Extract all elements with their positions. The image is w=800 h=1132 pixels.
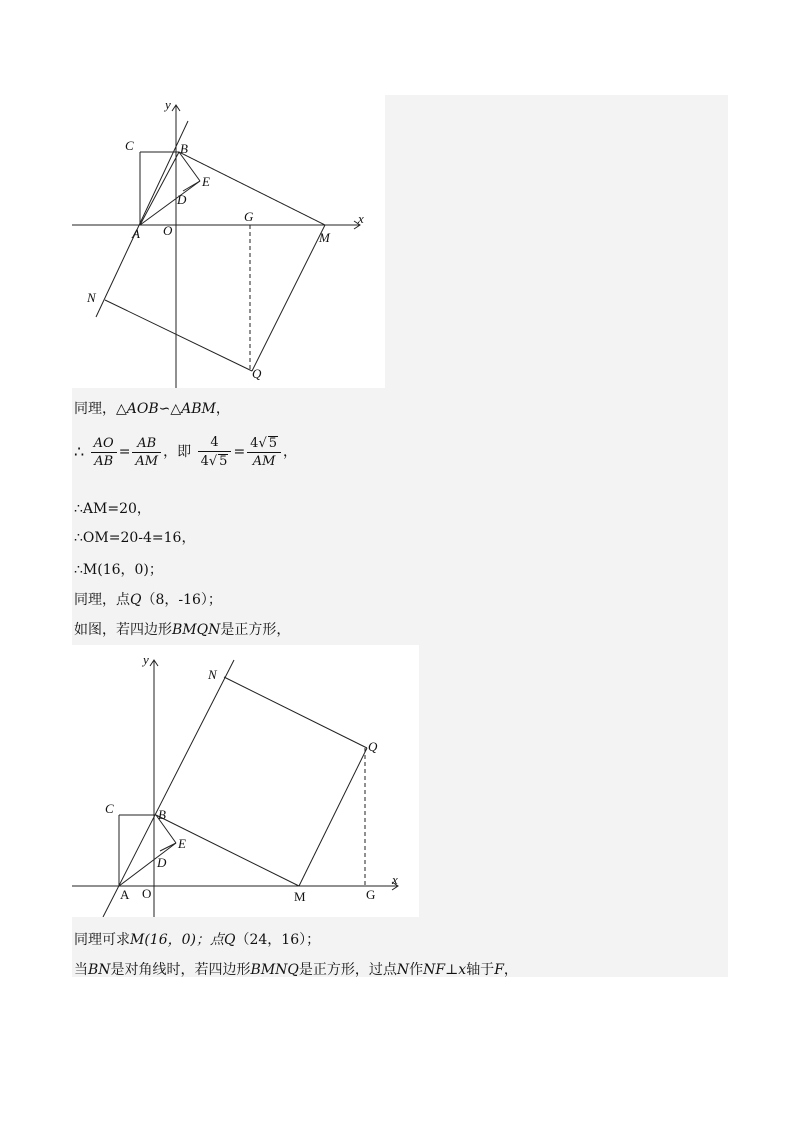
line-am-value: ∴AM=20， — [74, 501, 151, 517]
line-similar-triangles: 同理，△AOB∽△ABM， — [74, 401, 230, 417]
label-e: E — [202, 174, 210, 189]
label-y: y — [143, 652, 149, 667]
label-x: x — [358, 211, 364, 226]
label-b: B — [180, 141, 188, 156]
line-m-coordinate: ∴M(16，0)； — [74, 562, 163, 578]
fraction-ab-am: $\frac{AB}{AM}$ — [132, 437, 161, 468]
figure-1-diagram — [72, 95, 385, 388]
fraction-ao-ab: $\frac{AO}{AB}$ — [91, 437, 117, 468]
segment-mq — [252, 225, 325, 371]
label-q: Q — [252, 366, 262, 381]
label-n: N — [87, 290, 96, 305]
line-om-value: ∴OM=20-4=16， — [74, 530, 196, 546]
label-o: O — [142, 886, 152, 901]
figure-2-diagram — [72, 645, 419, 917]
label-n: N — [208, 667, 217, 682]
label-g: G — [244, 209, 254, 224]
label-q: Q — [368, 739, 378, 754]
label-c: C — [105, 801, 114, 816]
label-m: M — [294, 889, 306, 904]
segment-be — [179, 152, 200, 181]
segment-qn — [105, 300, 252, 371]
figure-1 — [72, 95, 385, 388]
label-o: O — [163, 223, 173, 238]
label-y: y — [165, 97, 171, 112]
segment-qn — [224, 677, 367, 748]
line-ab — [96, 121, 188, 317]
label-e: E — [178, 836, 186, 851]
line-q-coordinate: 同理，点Q（8，-16）； — [74, 592, 222, 608]
label-m: M — [319, 230, 330, 245]
figure-2 — [72, 645, 419, 917]
line-proportion: ∴ $\frac{AO}{AB}$ = $\frac{AB}{AM}$ ，即 $\frac{4}{4√ 5}$ = $\frac{4√ 5}{AM}$ ， — [74, 435, 298, 469]
label-d: D — [177, 192, 187, 207]
label-g: G — [366, 887, 376, 902]
triangle-similarity: △AOB∽△ABM — [116, 401, 216, 417]
line-abn — [103, 660, 234, 917]
segment-ed — [160, 843, 176, 851]
segment-mq — [299, 748, 367, 886]
fraction-4root5-over-am: $\frac{4√ 5}{AM}$ — [247, 436, 281, 468]
label-a: A — [132, 226, 140, 241]
segment-ed — [183, 181, 200, 191]
label-a: A — [120, 887, 130, 902]
fraction-4-over-4root5: $\frac{4}{4√ 5}$ — [198, 436, 232, 468]
label-b: B — [158, 807, 166, 822]
line-second-result: 同理可求M(16，0)；点Q（24，16）； — [74, 932, 321, 948]
label-x: x — [392, 872, 398, 887]
line-diagonal-case: 当BN是对角线时，若四边形BMNQ是正方形，过点N作NF⊥x轴于F， — [74, 962, 518, 978]
line-square-condition: 如图，若四边形BMQN是正方形， — [74, 622, 291, 638]
segment-ad — [119, 843, 176, 886]
label-c: C — [125, 138, 134, 153]
segment-ab — [140, 152, 179, 225]
label-d: D — [157, 855, 167, 870]
